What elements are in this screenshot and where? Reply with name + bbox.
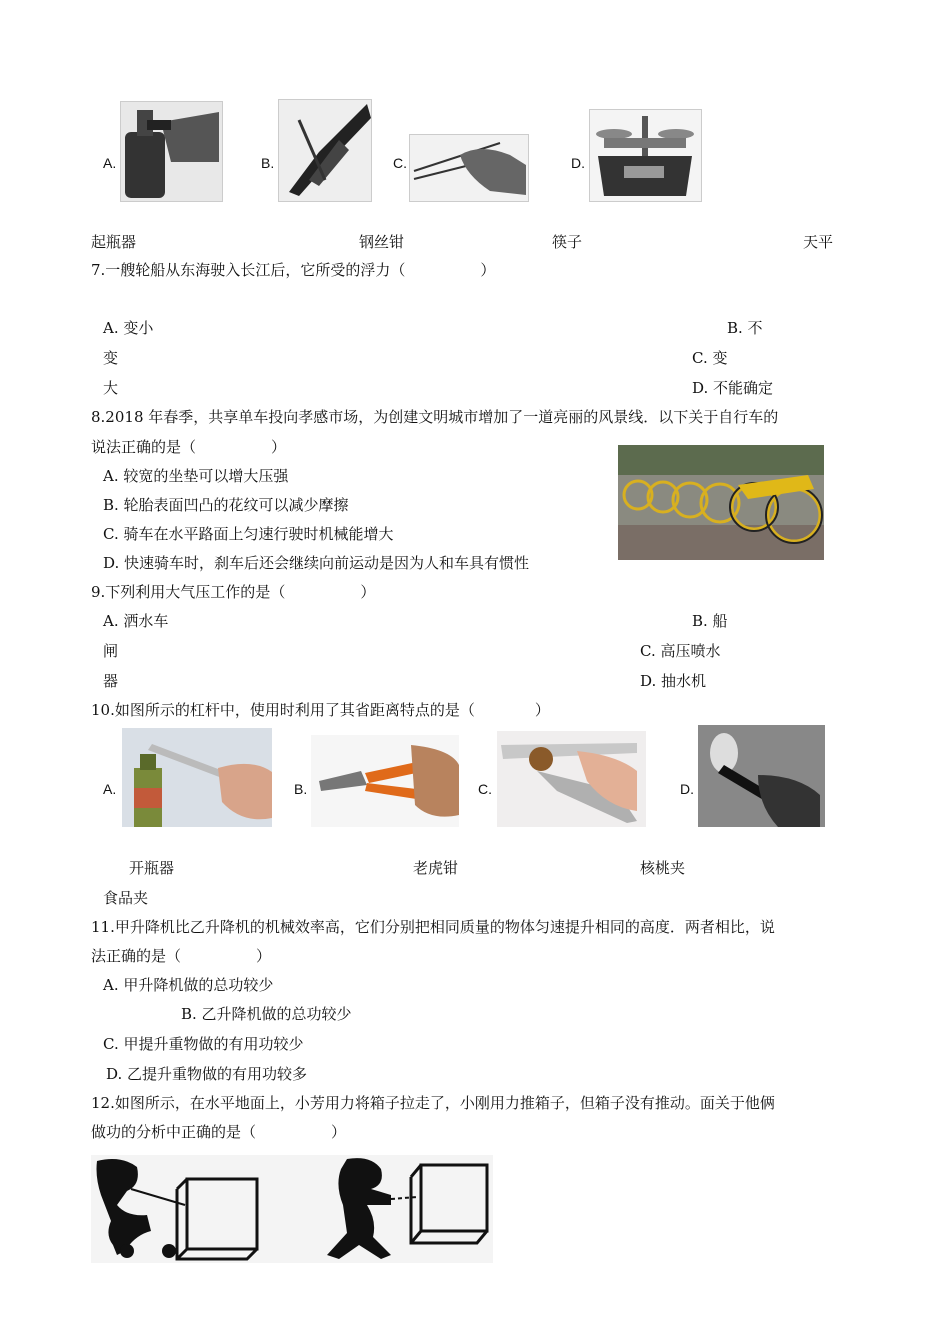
- q6-option-d-letter: D.: [571, 155, 585, 171]
- q11-stem-line1: 11.甲升降机比乙升降机的机械效率高，它们分别把相同质量的物体匀速提升相同的高度．两者相比，说: [91, 918, 775, 936]
- q10-option-d-letter: D.: [680, 781, 694, 797]
- q7-option-c: C. 变: [692, 349, 728, 367]
- q9-option-b: B. 船: [692, 612, 728, 630]
- nutcracker-image: [497, 731, 646, 827]
- q9-option-c-cont: 器: [103, 672, 119, 690]
- q10-option-a-letter: A.: [103, 781, 117, 797]
- q7-option-d: D. 不能确定: [692, 379, 774, 397]
- q11-option-d: D. 乙提升重物做的有用功较多: [106, 1065, 308, 1083]
- q10-option-b-name: 老虎钳: [413, 859, 459, 877]
- balance-scale-image: [589, 109, 702, 202]
- q10-option-c-name: 核桃夹: [640, 859, 686, 877]
- q8-option-b: B. 轮胎表面凹凸的花纹可以减少摩擦: [103, 496, 349, 514]
- q10-option-c-letter: C.: [478, 781, 492, 797]
- q8-stem-line2: 说法正确的是（ ）: [91, 438, 287, 456]
- q8-option-c: C. 骑车在水平路面上匀速行驶时机械能增大: [103, 525, 394, 543]
- q8-stem-line1: 8.2018 年春季，共享单车投向孝感市场，为创建文明城市增加了一道亮丽的风景线．以下关于自行车的: [91, 408, 779, 426]
- food-tongs-image: [698, 725, 825, 827]
- q6-option-b-letter: B.: [261, 155, 275, 171]
- shared-bicycles-image: [618, 445, 824, 560]
- q7-option-a: A. 变小: [103, 319, 154, 337]
- q6-option-d-name: 天平: [803, 233, 834, 251]
- q7-option-b: B. 不: [727, 319, 763, 337]
- q9-option-b-cont: 闸: [103, 642, 119, 660]
- pliers-image: [278, 99, 372, 202]
- bottle-opener-lever-image: [122, 728, 272, 827]
- chopsticks-image: [409, 134, 529, 202]
- q9-option-c: C. 高压喷水: [640, 642, 721, 660]
- q10-stem: 10.如图所示的杠杆中，使用时利用了其省距离特点的是（ ）: [91, 701, 550, 719]
- q11-stem-line2: 法正确的是（ ）: [91, 947, 272, 965]
- q6-option-c-letter: C.: [393, 155, 407, 171]
- q8-option-d: D. 快速骑车时，刹车后还会继续向前运动是因为人和车具有惯性: [103, 554, 530, 572]
- q6-option-b-name: 钢丝钳: [359, 233, 405, 251]
- q6-option-a-name: 起瓶器: [91, 233, 137, 251]
- q10-option-b-letter: B.: [294, 781, 308, 797]
- q7-option-c-cont: 大: [103, 379, 119, 397]
- q6-option-c-name: 筷子: [552, 233, 583, 251]
- q10-option-a-name: 开瓶器: [129, 859, 175, 877]
- pull-push-box-image: [91, 1155, 493, 1263]
- q7-option-b-cont: 变: [103, 349, 119, 367]
- q7-stem: 7.一艘轮船从东海驶入长江后，它所受的浮力（ ）: [91, 261, 496, 279]
- q8-option-a: A. 较宽的坐垫可以增大压强: [103, 467, 289, 485]
- bottle-opener-image: [120, 101, 223, 202]
- q9-stem: 9.下列利用大气压工作的是（ ）: [91, 583, 376, 601]
- q10-option-d-name: 食品夹: [103, 889, 149, 907]
- q11-option-c: C. 甲提升重物做的有用功较少: [103, 1035, 304, 1053]
- q12-stem-line1: 12.如图所示，在水平地面上，小芳用力将箱子拉走了，小刚用力推箱子，但箱子没有推动。面关于他俩: [91, 1094, 775, 1112]
- q12-stem-line2: 做功的分析中正确的是（ ）: [91, 1123, 347, 1141]
- q9-option-d: D. 抽水机: [640, 672, 707, 690]
- q11-option-b: B. 乙升降机做的总功较少: [181, 1005, 352, 1023]
- q6-option-a-letter: A.: [103, 155, 117, 171]
- q9-option-a: A. 洒水车: [103, 612, 169, 630]
- q11-option-a: A. 甲升降机做的总功较少: [103, 976, 274, 994]
- vise-pliers-image: [311, 735, 459, 827]
